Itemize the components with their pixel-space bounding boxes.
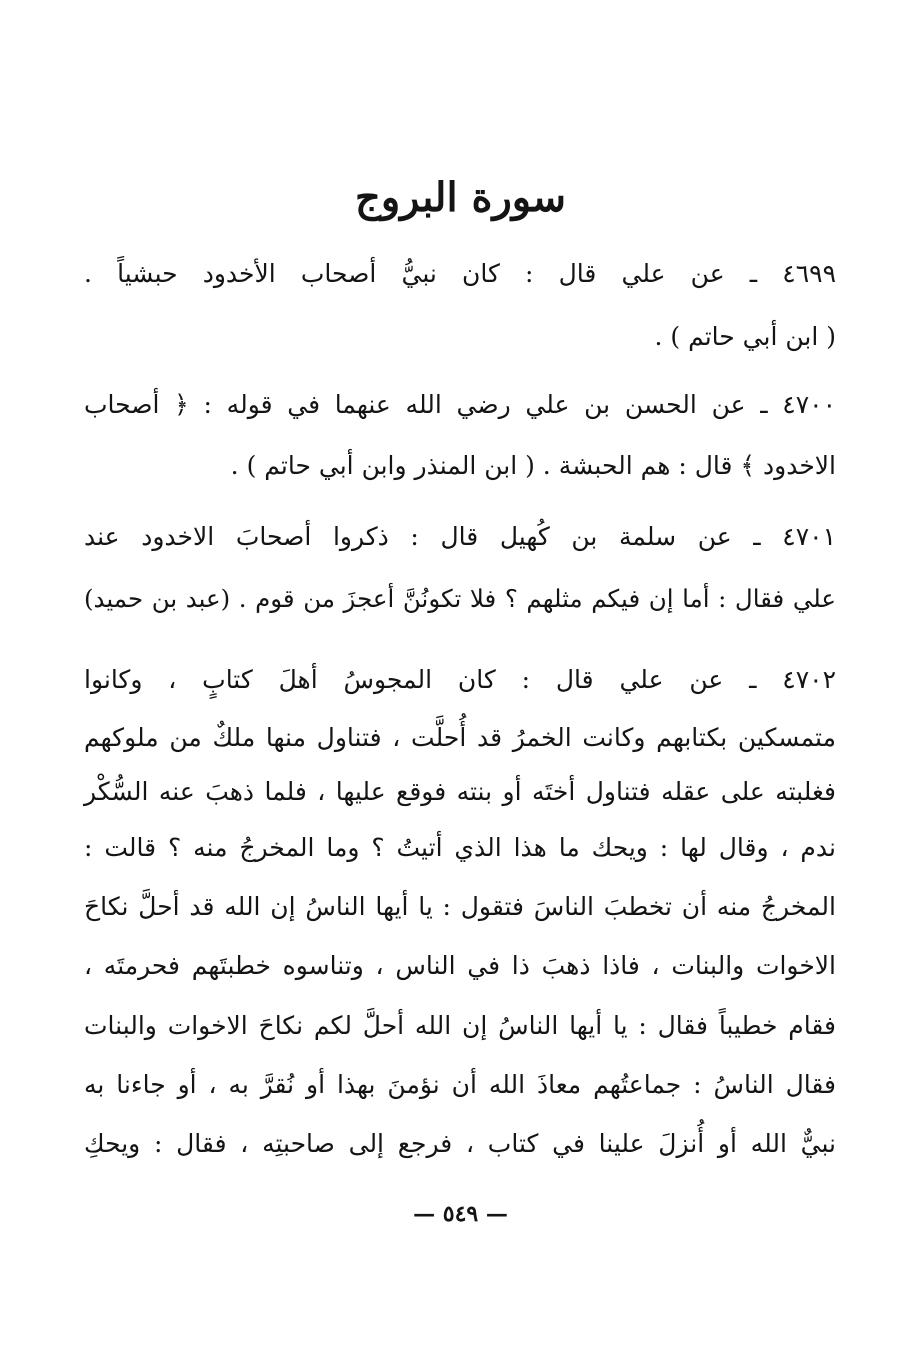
hadith-4701-line-2: علي فقال : أما إن فيكم مثلهم ؟ فلا تكونُنَّ أعجزَ من قوم . (عبد بن حميد) <box>84 584 836 613</box>
hadith-4702-line-8: فقال الناسُ : جماعتُهم معاذَ الله أن نؤمنَ بهذا أو نُقرَّ به ، أو جاءنا به <box>84 1070 836 1099</box>
hadith-4702-line-6: الاخوات والبنات ، فاذا ذهبَ ذا في الناس ، وتناسوه خطبتَهم فحرمتَه ، <box>84 951 836 980</box>
hadith-4701-line-1: ٤٧٠١ ـ عن سلمة بن كُهيل قال : ذكروا أصحابَ الاخدود عند <box>84 522 836 551</box>
hadith-4702-line-2: متمسكين بكتابهم وكانت الخمرُ قد أُحلَّت ، فتناول منها ملكٌ من ملوكهم <box>84 723 836 752</box>
hadith-4702-line-7: فقام خطيباً فقال : يا أيها الناسُ إن الله أحلَّ لكم نكاحَ الاخوات والبنات <box>84 1011 836 1040</box>
hadith-4702-line-1: ٤٧٠٢ ـ عن علي قال : كان المجوسُ أهلَ كتابٍ ، وكانوا <box>84 665 836 694</box>
page-number: — ٥٤٩ — <box>413 1201 508 1227</box>
hadith-4699-source: ( ابن أبي حاتم ) . <box>654 322 836 351</box>
hadith-4702-line-5: المخرجُ منه أن تخطبَ الناسَ فتقول : يا أيها الناسُ إن الله قد أحلَّ نكاحَ <box>84 892 836 921</box>
hadith-4700-line-1: ٤٧٠٠ ـ عن الحسن بن علي رضي الله عنهما في قوله : ﴿ أصحاب <box>84 390 836 419</box>
hadith-4702-line-3: فغلبته على عقله فتناول أختَه أو بنته فوقع عليها ، فلما ذهبَ عنه السُّكْر <box>84 777 836 806</box>
hadith-4702-line-4: ندم ، وقال لها : ويحك ما هذا الذي أتيتُ ؟ وما المخرجُ منه ؟ قالت : <box>84 833 836 862</box>
hadith-4699-line-1: ٤٦٩٩ ـ عن علي قال : كان نبيُّ أصحاب الأخدود حبشياً . <box>84 259 836 288</box>
surah-title: سورة البروج <box>355 174 566 221</box>
hadith-4700-line-2: الاخدود ﴾ قال : هم الحبشة . ( ابن المنذر وابن أبي حاتم ) . <box>230 451 836 480</box>
hadith-4702-line-9: نبيٌّ الله أو أُنزلَ علينا في كتاب ، فرجع إلى صاحبتِه ، فقال : ويحكِ <box>84 1129 836 1158</box>
